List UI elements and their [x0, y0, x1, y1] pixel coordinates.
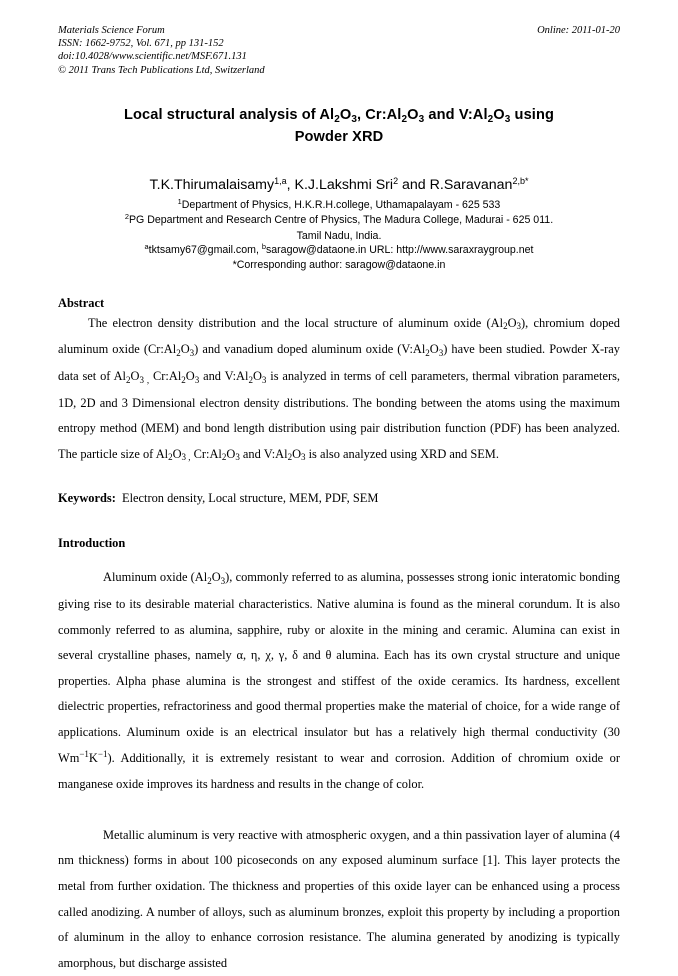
author-list: T.K.Thirumalaisamy$^{1,a}$, K.J.Lakshmi Sri$^2$ and R.Saravanan$^{2,b*}$ — [149, 175, 529, 193]
author-sup-1: 1,a — [274, 175, 287, 186]
abstract-heading: Abstract — [58, 295, 105, 310]
journal-masthead — [58, 24, 620, 77]
abstract-section — [58, 295, 620, 469]
author-name-3: R.Saravanan — [429, 176, 513, 193]
journal-name: Materials Science Forum — [58, 25, 165, 36]
copyright-line: © 2011 Trans Tech Publications Ltd, Switzerland — [58, 64, 265, 76]
affiliation-region: Tamil Nadu, India. — [296, 229, 382, 242]
affiliation-1: $^1$Department of Physics, H.K.R.H.college, Uthamapalayam - 625 533 — [177, 196, 501, 211]
page-title — [58, 105, 620, 148]
corresponding-author: *Corresponding author: saragow@dataone.in — [232, 259, 446, 272]
author-name-1: T.K.Thirumalaisamy — [149, 176, 275, 193]
abstract-body: The electron density distribution and the local structure of aluminum oxide $(Al_2O_3)$, chromium doped aluminum oxide $(Cr:Al_2O_3)$ and vanadium doped aluminum oxide $(V:Al_2O_3)$ have been studied. Powder X-ray data set of $Al_2O_{3 ,}$ $Cr:Al_2O_3$ and $V:Al_2O_3$ is analyzed in terms of cell parameters, thermal vibration parameters, 1D, 2D and 3 Dimensional electron density distributions. The bonding between the atoms using the maximum entropy method (MEM) and bond length distribution using pair distribution function (PDF) has been analyzed. The particle size of $Al_2O_{3 ,}$ $Cr:Al_2O_3$ and $V:Al_2O_3$ is also analyzed using XRD and SEM. — [58, 315, 621, 463]
author-emails: $^a$tktsamy67@gmail.com, $^b$saragow@dataone.in URL: http://www.saraxraygroup.net — [144, 242, 534, 257]
doi-line: doi:10.4028/www.scientific.net/MSF.671.131 — [58, 51, 247, 63]
author-name-2: K.J.Lakshmi Sri — [294, 176, 394, 193]
keywords-line — [58, 488, 620, 508]
introduction-paragraph-2: Metallic aluminum is very reactive with atmospheric oxygen, and a thin passivation layer of alumina (4 nm thickness) forms in about 100 picoseconds on any exposed aluminum surface [1]. This layer protects the metal from further oxidation. The thickness and properties of this oxide layer can be enhanced using a process called anodizing. A number of alloys, such as aluminum bronzes, exploit this property by including a proportion of aluminum in the alloy to enhance corrosion resistance. The alumina generated by anodizing is typically amorphous, but discharge assisted — [58, 827, 620, 970]
affiliation-2: $^2$PG Department and Research Centre of Physics, The Madura College, Madurai - 625 011. — [124, 212, 554, 227]
title-line-1: Local structural analysis of $Al_2O_3$, $Cr:Al_2O_3$ and $V:Al_2O_3$ using — [124, 106, 554, 125]
online-publication-date: Online: 2011-01-20 — [537, 25, 620, 36]
introduction-paragraph-1: Aluminum oxide $(Al_2O_3)$, commonly referred to as alumina, possesses strong ionic interatomic bonding giving rise to its desirable material characteristics. Native alumina is found as the mineral corundum. It is also commonly referred to as alumina, sapphire, ruby or aloxite in the mining and ceramic. Alumina can exist in several crystalline phases, namely α, η, χ, γ, δ and θ alumina. Each has its own crystal structure and unique properties. Alpha phase alumina is the strongest and stiffest of the oxide ceramics. Its hardness, excellent dielectric properties, refractoriness and good thermal properties make the material of choice, for a wide range of applications. Aluminum oxide is an electrical insulator but has a relatively high thermal conductivity (30 $Wm^{-1}K^{-1}$). Additionally, it is extremely resistant to wear and corrosion. Addition of chromium oxide or manganese oxide improves its hardness and results in the change of color. — [58, 570, 620, 792]
keywords-value: Electron density, Local structure, MEM, PDF, SEM — [122, 491, 379, 506]
introduction-heading: Introduction — [58, 536, 126, 551]
masthead-left-block — [58, 24, 478, 77]
affiliations-block — [58, 198, 620, 273]
author-sup-2: 2 — [393, 175, 399, 186]
author-sup-3: 2,b* — [512, 175, 529, 186]
keywords-label: Keywords: — [58, 491, 116, 506]
issn-volume-pages: ISSN: 1662-9752, Vol. 671, pp 131-152 — [58, 38, 224, 50]
title-line-2: Powder XRD — [294, 128, 384, 145]
